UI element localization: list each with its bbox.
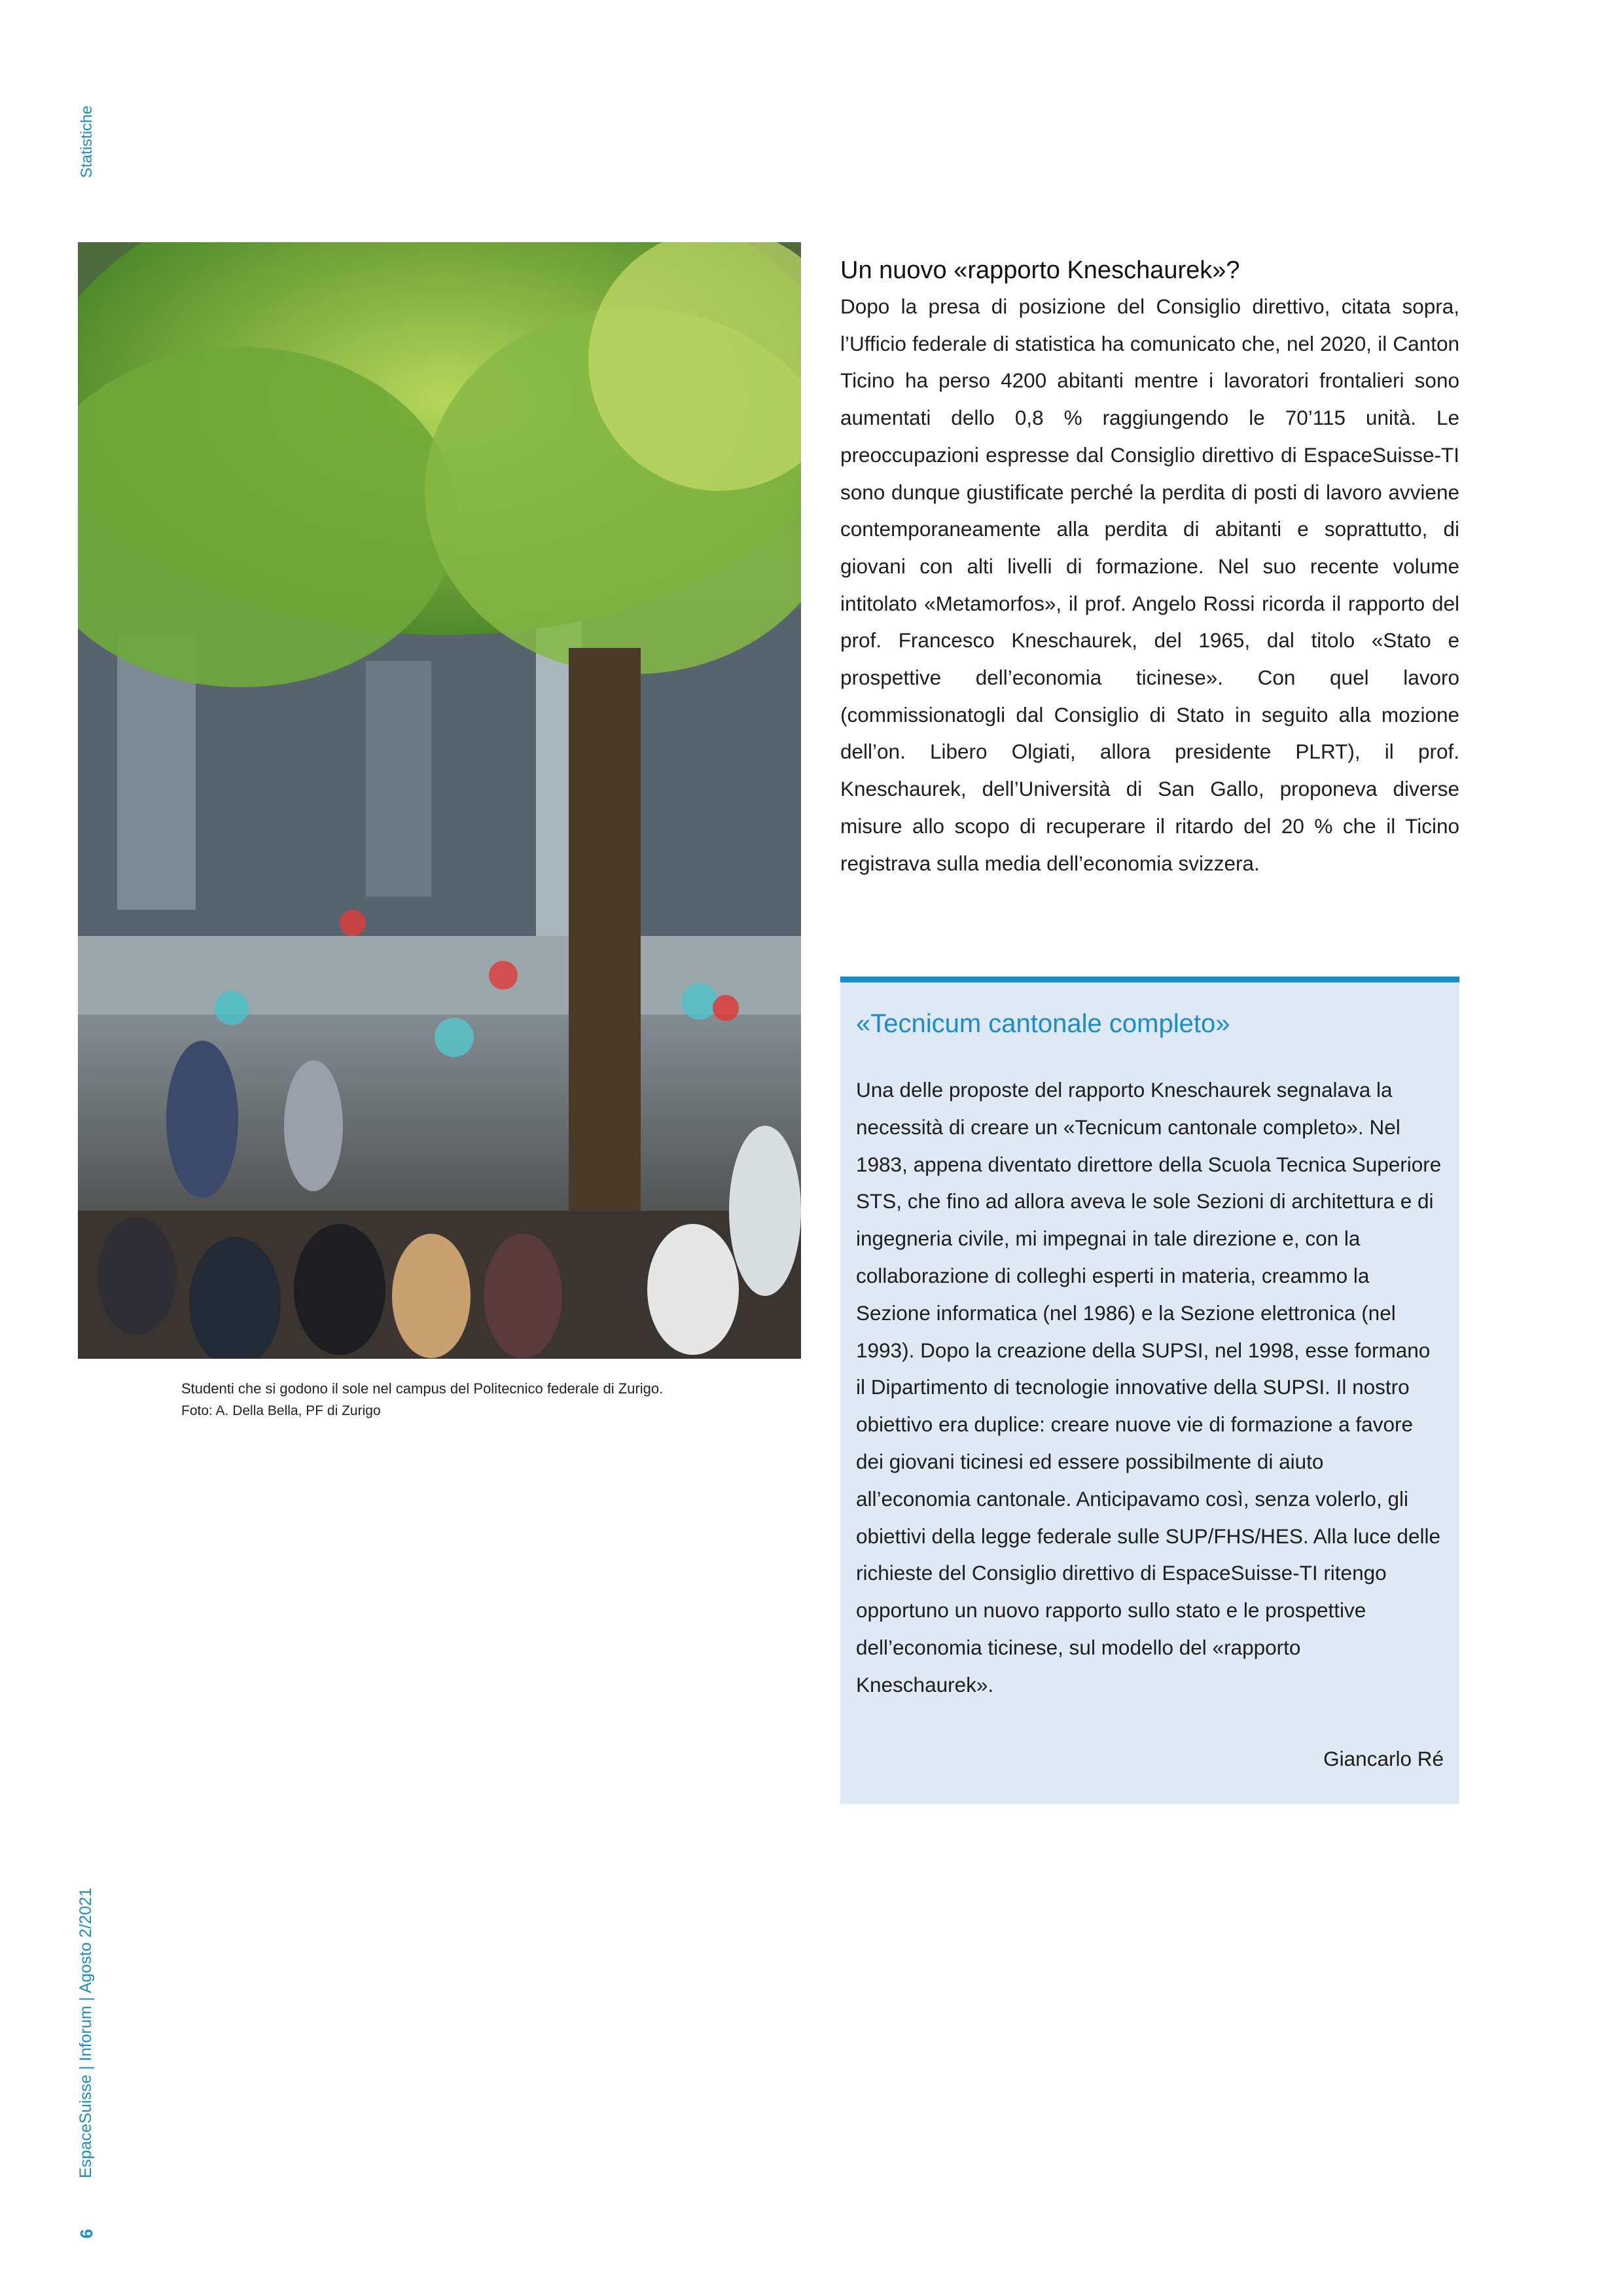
campus-photo [78, 242, 801, 1359]
publication-label: EspaceSuisse | Inforum | Agosto 2/2021 [77, 1888, 95, 2178]
photo-caption [181, 1378, 810, 1422]
article [840, 254, 1459, 882]
article-title: Un nuovo «rapporto Kneschaurek»? [840, 257, 1240, 284]
box-body: Una delle proposte del rapporto Kneschaurek segnalava la necessità di creare un «Tecnicum cantonale completo». Nel 1983, appena diventato direttore della Scuola Tecnica Superiore STS, che fino ad allora aveva le sole Sezioni di architettura e di ingegneria civile, mi impegnai in tale direzione e, con la collaborazione di colleghi esperti in materia, creammo la Sezione informatica (nel 1986) e la Sezione elettronica (nel 1993). Dopo la creazione della SUPSI, nel 1998, esse formano il Dipartimento di tecnologie innovative della SUPSI. Il nostro obiettivo era duplice: creare nuove vie di formazione a favore dei giovani ticinesi ed essere possibilmente di aiuto all’economia cantonale. Anticipavamo così, senza volerlo, gli obiettivi della legge federale sulle SUP/FHS/HES. Alla luce delle richieste del Consiglio direttivo di EspaceSuisse-TI ritengo opportuno un nuovo rapporto sullo stato e le prospettive dell’economia ticinese, sul modello del «rapporto Kneschaurek». [856, 1078, 1442, 1696]
article-body: Dopo la presa di posizione del Consiglio direttivo, citata sopra, l’Ufficio federale di statistica ha comunicato che, nel 2020, il Canton Ticino ha perso 4200 abitanti mentre i lavoratori frontalieri sono aumentati dello 0,8 % raggiungendo le 70’115 unità. Le preoccupazioni espresse dal Consiglio direttivo di EspaceSuisse-TI sono dunque giustificate perché la perdita di posti di lavoro avviene contemporaneamente alla perdita di abitanti e soprattutto, di giovani con alti livelli di formazione. Nel suo recente volume intitolato «Metamorfos», il prof. Angelo Rossi ricorda il rapporto del prof. Francesco Kneschaurek, del 1965, dal titolo «Stato e prospettive dell’economia ticinese». Con quel lavoro (commissionatogli dal Consiglio di Stato in seguito alla mozione dell’on. Libero Olgiati, allora presidente PLRT), il prof. Kneschaurek, dell’Università di San Gallo, proponeva diverse misure allo scopo di recuperare il ritardo del 20 % che il Ticino registrava sulla media dell’economia svizzera. [840, 295, 1459, 875]
box-title: «Tecnicum cantonale completo» [856, 1009, 1230, 1038]
section-label: Statistiche [78, 105, 96, 178]
sidebar-box [840, 977, 1459, 1804]
photo-caption-text: Studenti che si godono il sole nel campus del Politecnico federale di Zurigo. [181, 1380, 664, 1397]
box-author: Giancarlo Ré [1323, 1746, 1444, 1770]
campus-photo-illustration [78, 242, 801, 1359]
photo-credit: Foto: A. Della Bella, PF di Zurigo [181, 1403, 381, 1418]
page-number: 6 [77, 2229, 96, 2238]
